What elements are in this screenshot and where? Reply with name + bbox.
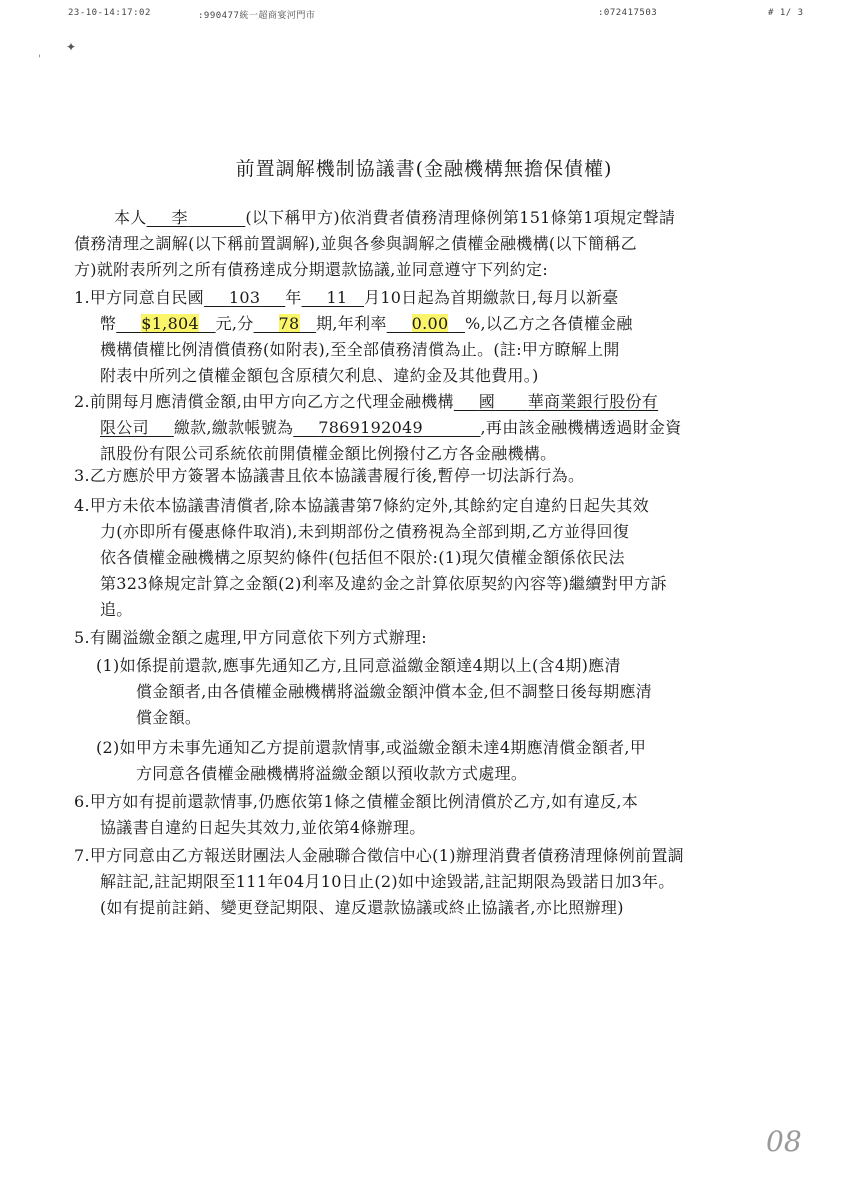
start-month: 11 — [326, 288, 348, 307]
agent-bank-part3: 限公司 — [100, 418, 149, 437]
handwritten-page-mark: 08 — [766, 1125, 802, 1158]
installment-periods: 78 — [278, 314, 300, 333]
clause-6-line-2: 協議書自違約日起失其效力,並依第4條辦理。 — [100, 818, 426, 837]
clause-1-line-3: 機構債權比例清償債務(如附表),至全部債務清償為止。(註:甲方瞭解上開 — [100, 340, 620, 359]
scan-mark-icon: ✦ — [66, 40, 77, 54]
clause-1-line-2: 幣___$1,804__元,分___78__期,年利率___0.00__%,以乙方之各債權金融 — [100, 314, 633, 333]
monthly-amount: $1,804 — [141, 314, 200, 333]
clause-5-heading: 5.有關溢繳金額之處理,甲方同意依下列方式辦理: — [74, 628, 427, 647]
clause-7-line-3: (如有提前註銷、變更登記期限、違反還款協議或終止協議者,亦比照辦理) — [100, 898, 624, 917]
clause-5-sub-1-line-2: 償金額者,由各債權金融機構將溢繳金額沖償本金,但不調整日後每期應清 — [136, 682, 653, 701]
document-title: 前置調解機制協議書(金融機構無擔保債權) — [235, 158, 613, 180]
party-a-name: ___李 ___ — [146, 208, 246, 227]
scan-dot-icon: ' — [38, 54, 41, 65]
clause-5-sub-2-line-2: 方同意各債權金融機構將溢繳金額以預收款方式處理。 — [136, 764, 528, 783]
clause-6-line-1: 6.甲方如有提前還款情事,仍應依第1條之債權金額比例清償於乙方,如有違反,本 — [74, 792, 639, 811]
clause-5-sub-1-line-1: (1)如係提前還款,應事先通知乙方,且同意溢繳金額達4期以上(含4期)應清 — [96, 656, 621, 675]
clause-7-line-1: 7.甲方同意由乙方報送財團法人金融聯合徵信中心(1)辦理消費者債務清理條例前置調 — [74, 846, 684, 865]
agent-bank-part1: 國 — [478, 392, 496, 411]
intro-line-1: 本人___李 ___(以下稱甲方)依消費者債務清理條例第151條第1項規定聲請 — [114, 208, 676, 227]
clause-2-line-3: 訊股份有限公司系統依前開債權金額比例撥付乙方各金融機構。 — [100, 444, 557, 463]
clause-4-line-5: 追。 — [100, 600, 133, 619]
fax-timestamp: 23-10-14:17:02 — [68, 8, 151, 18]
clause-5-sub-1-line-3: 償金額。 — [136, 708, 202, 727]
clause-3: 3.乙方應於甲方簽署本協議書且依本協議書履行後,暫停一切法訴行為。 — [74, 466, 585, 485]
intro-line-3: 方)就附表所列之所有債務達成分期還款協議,並同意遵守下列約定: — [74, 260, 549, 279]
annual-rate: 0.00 — [411, 314, 449, 333]
start-year: 103 — [228, 288, 261, 307]
clause-2-line-1: 2.前開每月應清償金額,由甲方向乙方之代理金融機構___國 華商業銀行股份有 — [74, 392, 659, 411]
clause-2-line-2: 限公司___繳款,繳款帳號為___7869192049 ___,再由該金融機構透過財金資 — [100, 418, 682, 437]
fax-number: :072417503 — [598, 8, 658, 18]
fax-page-indicator: # 1/ 3 — [768, 8, 804, 18]
fax-header — [68, 8, 828, 22]
clause-7-line-2: 解註記,註記期限至111年04月10日止(2)如中途毀諾,註記期限為毀諾日加3年。 — [100, 872, 675, 891]
agent-bank-part2: 華商業銀行股份有 — [527, 392, 659, 411]
clause-4-line-4: 第323條規定計算之金額(2)利率及違約金之計算依原契約內容等)繼續對甲方訴 — [100, 574, 667, 593]
clause-1-line-1: 1.甲方同意自民國___103___年___11__月10日起為首期繳款日,每月以新臺 — [74, 288, 619, 307]
fax-sender: :990477統一超商宴河門市 — [198, 11, 316, 21]
clause-4-line-1: 4.甲方未依本協議書清償者,除本協議書第7條約定外,其餘約定自違約日起失其效 — [74, 496, 650, 515]
clause-5-sub-2-line-1: (2)如甲方未事先通知乙方提前還款情事,或溢繳金額未達4期應清償金額者,甲 — [96, 738, 647, 757]
account-number: 7869192049 — [318, 418, 424, 437]
clause-1-line-4: 附表中所列之債權金額包含原積欠利息、違約金及其他費用。) — [100, 366, 539, 385]
clause-4-line-3: 依各債權金融機構之原契約條件(包括但不限於:(1)現欠債權金額係依民法 — [100, 548, 625, 567]
intro-line-2: 債務清理之調解(以下稱前置調解),並與各參與調解之債權金融機構(以下簡稱乙 — [74, 234, 637, 253]
clause-4-line-2: 力(亦即所有優惠條件取消),未到期部份之債務視為全部到期,乙方並得回復 — [100, 522, 630, 541]
